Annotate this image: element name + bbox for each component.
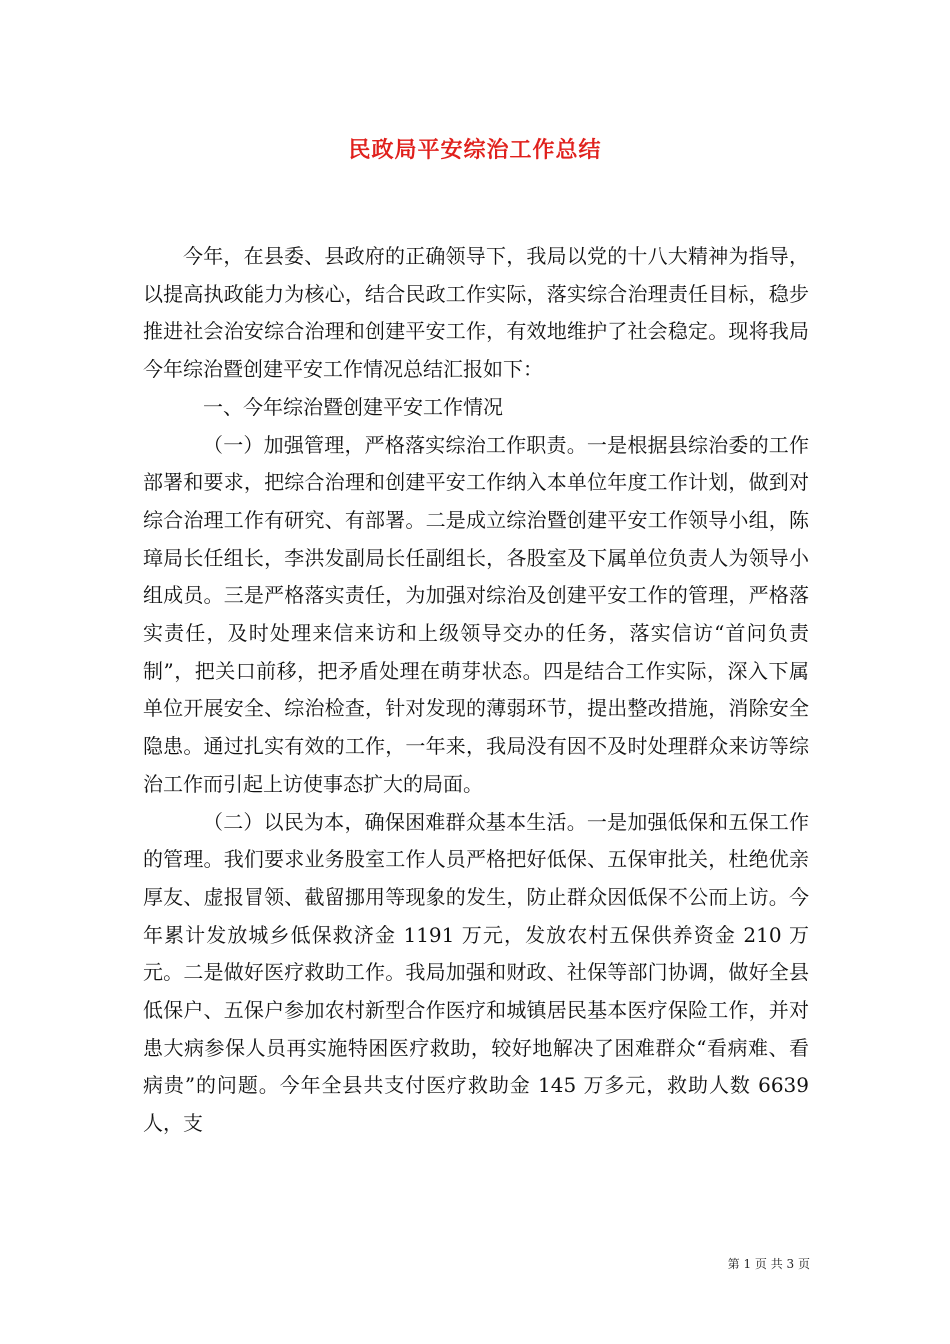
page-number: 第 1 页 共 3 页 bbox=[727, 1257, 810, 1271]
document-body bbox=[143, 238, 809, 1143]
intro-paragraph: 今年，在县委、县政府的正确领导下，我局以党的十八大精神为指导，以提高执政能力为核心，结合民政工作实际，落实综合治理责任目标，稳步推进社会治安综合治理和创建平安工作，有效地维护了社会稳定。现将我局今年综治暨创建平安工作情况总结汇报如下： bbox=[143, 244, 809, 382]
section-heading: 一、今年综治暨创建平安工作情况 bbox=[203, 394, 503, 419]
document-title: 民政局平安综治工作总结 bbox=[348, 137, 602, 163]
subsection-paragraph-2: （二）以民为本，确保困难群众基本生活。一是加强低保和五保工作的管理。我们要求业务股室工作人员严格把好低保、五保审批关，杜绝优亲厚友、虚报冒领、截留挪用等现象的发生，防止群众因低保不公而上访。今年累计发放城乡低保救济金 1191 万元，发放农村五保供养资金 210 万元。二是做好医疗救助工作。我局加强和财政、社保等部门协调，做好全县低保户、五保户参加农村新型合作医疗和城镇居民基本医疗保险工作，并对患大病参保人员再实施特困医疗救助，较好地解决了困难群众“看病难、看病贵”的问题。今年全县共支付医疗救助金 145 万多元，救助人数 6639 人，支 bbox=[143, 809, 809, 1136]
subsection-paragraph-1: （一）加强管理，严格落实综治工作职责。一是根据县综治委的工作部署和要求，把综合治理和创建平安工作纳入本单位年度工作计划，做到对综合治理工作有研究、有部署。二是成立综治暨创建平安工作领导小组，陈璋局长任组长，李洪发副局长任副组长，各股室及下属单位负责人为领导小组成员。三是严格落实责任，为加强对综治及创建平安工作的管理，严格落实责任，及时处理来信来访和上级领导交办的任务，落实信访“首问负责制”，把关口前移，把矛盾处理在萌芽状态。四是结合工作实际，深入下属单位开展安全、综治检查，针对发现的薄弱环节，提出整改措施，消除安全隐患。通过扎实有效的工作，一年来，我局没有因不及时处理群众来访等综治工作而引起上访使事态扩大的局面。 bbox=[143, 432, 809, 796]
